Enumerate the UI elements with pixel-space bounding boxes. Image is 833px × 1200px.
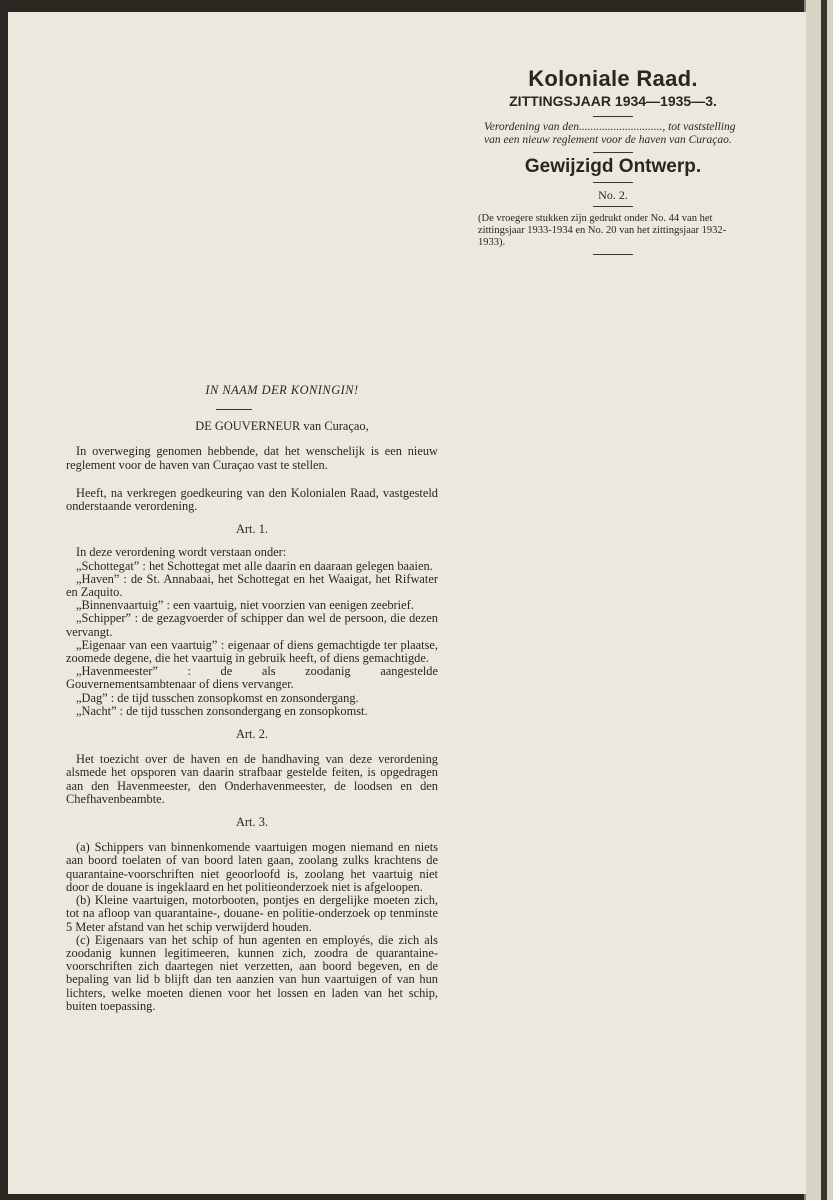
definition-line: „Nacht” : de tijd tusschen zonsondergang en zonsopkomst. xyxy=(76,703,368,718)
previous-documents-note: (De vroegere stukken zijn gedrukt onder No. 44 van het zittingsjaar 1933-1934 en No. 20 van het zittingsjaar 1932-1933). xyxy=(478,213,727,248)
definition-line: „Binnenvaartuig” : een vaartuig, niet voorzien van eenigen zeebrief. xyxy=(76,598,414,613)
governor-line: DE GOUVERNEUR van Curaçao, xyxy=(195,419,369,434)
definition-line: „Havenmeester” : de als zoodanig aangestelde Gouvernementsambtenaar of diens vervanger. xyxy=(66,664,438,692)
council-title: Koloniale Raad. xyxy=(528,66,698,91)
article-1-heading: Art. 1. xyxy=(235,522,268,537)
ordinance-description: Verordening van den............................., tot vaststelling van een nieuw reglement voor de haven van Curaçao. xyxy=(484,121,736,146)
document-page xyxy=(8,12,806,1194)
article-3-heading: Art. 3. xyxy=(235,815,268,830)
article-3-paragraph: (a) Schippers van binnenkomende vaartuigen mogen niemand en niets aan boord toelaten of van boord laten gaan, zoolang zulks krachtens de quarantaine-voorschriften niet geoorloofd is, zoolang het vaartuig niet door de douane is ingeklaard en het politieonderzoek niet is afgeloopen. xyxy=(66,840,438,894)
enactment-paragraph: Heeft, na verkregen goedkeuring van den Kolonialen Raad, vastgesteld onderstaande verordening. xyxy=(66,485,438,514)
divider xyxy=(216,409,252,410)
definition-line: „Schipper” : de gezagvoerder of schipper dan wel de persoon, die dezen vervangt. xyxy=(66,611,438,639)
divider xyxy=(593,182,633,183)
article-3-paragraph: (b) Kleine vaartuigen, motorbooten, pontjes en dergelijke moeten zich, tot na afloop van quarantaine-, douane- en politie-onderzoek op tenminste 5 Meter afstand van het schip verwijderd houden. xyxy=(66,893,438,934)
article-2-text: Het toezicht over de haven en de handhaving van deze verordening alsmede het opsporen van daarin strafbaar gestelde feiten, is opgedragen aan den Havenmeester, den Onderhavenmeester, de loodsen en den Chefhavenbeambte. xyxy=(66,752,438,806)
spine-edge xyxy=(821,0,827,1200)
definition-line: „Haven” : de St. Annabaai, het Schottegat en het Waaigat, het Rifwater en Zaquito. xyxy=(66,571,438,600)
definition-line: „Schottegat” : het Schottegat met alle daarin en daaraan gelegen baaien. xyxy=(76,558,433,573)
article-3-paragraph: (c) Eigenaars van het schip of hun agenten en employés, die zich als zoodanig kunnen legitimeeren, kunnen zich, zoodra de quarantaine-voorschriften zich daartegen niet verzetten, aan boord begeven, en de bepaling van lid b blijft dan ten aanzien van hun vaartuigen of van hun lichters, welke moeten dienen voor het lossen en laden van het schip, buiten toepassing. xyxy=(66,932,438,1013)
header-block xyxy=(478,66,748,255)
definition-line: In deze verordening wordt verstaan onder: xyxy=(76,545,287,560)
divider xyxy=(593,254,633,255)
preamble: IN NAAM DER KONINGIN! xyxy=(205,383,359,397)
divider xyxy=(593,206,633,207)
consideration-paragraph: In overweging genomen hebbende, dat het wenschelijk is een nieuw reglement voor de haven van Curaçao vast te stellen. xyxy=(66,444,438,472)
document-number: No. 2. xyxy=(598,188,628,202)
definition-line: „Dag” : de tijd tusschen zonsopkomst en zonsondergang. xyxy=(76,690,359,705)
book-spine xyxy=(804,0,833,1200)
divider xyxy=(593,116,633,117)
ordinance-body xyxy=(66,384,438,1013)
session-year: ZITTINGSJAAR 1934—1935—3. xyxy=(509,93,717,109)
divider xyxy=(593,152,633,153)
article-2-heading: Art. 2. xyxy=(235,727,268,742)
definition-line: „Eigenaar van een vaartuig” : eigenaar of diens gemachtigde ter plaatse, zoomede degene, die het vaartuig in gebruik heeft, of diens gemachtigde. xyxy=(66,637,438,666)
draft-title: Gewijzigd Ontwerp. xyxy=(524,156,702,177)
